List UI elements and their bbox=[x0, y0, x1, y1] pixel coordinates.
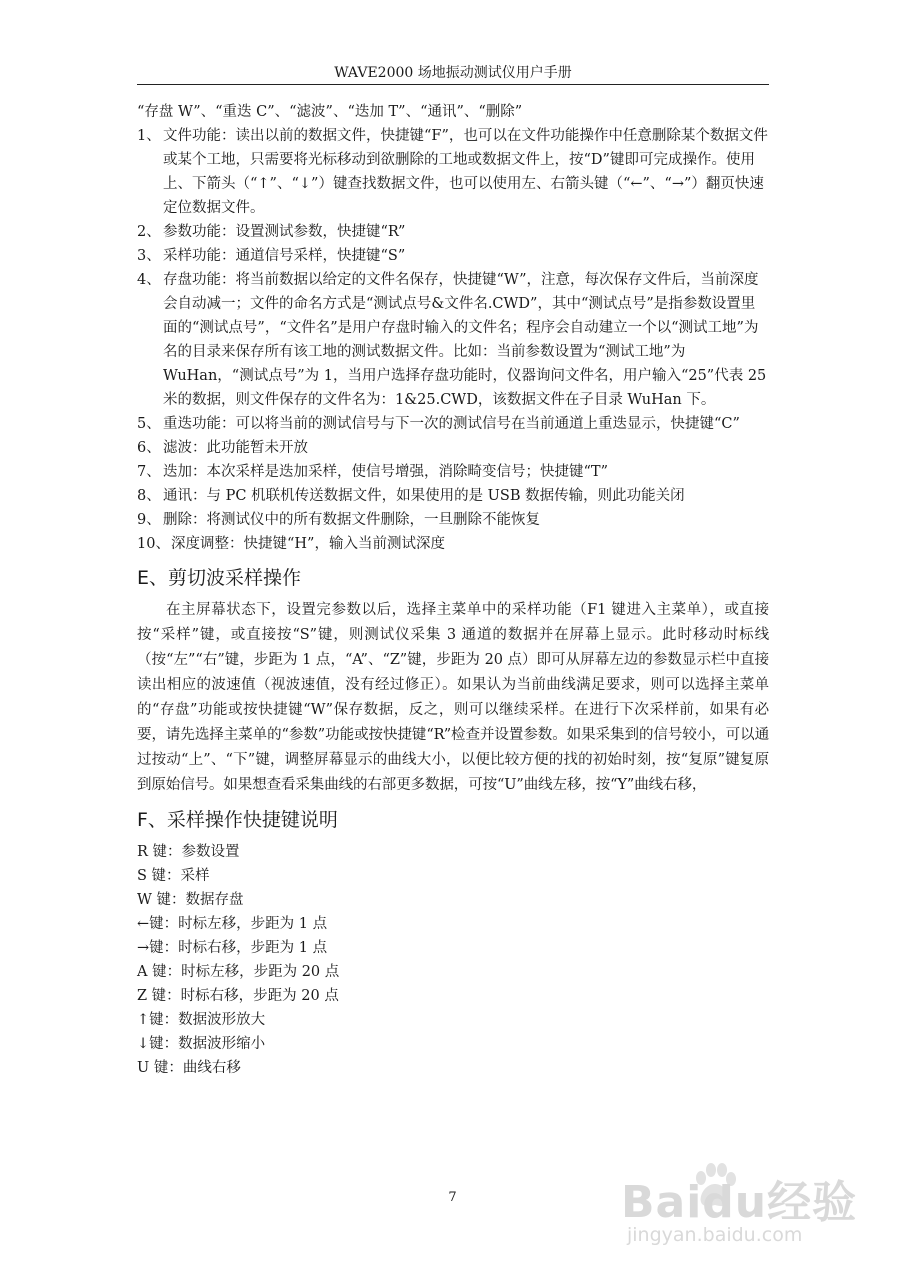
section-f-title: F、采样操作快捷键说明 bbox=[137, 809, 338, 831]
section-e-body: 在主屏幕状态下，设置完参数以后，选择主菜单中的采样功能（F1 键进入主菜单），或直接按“采样”键，或直接按“S”键，则测试仪采集 3 通道的数据并在屏幕上显示。此时移动时标线（按“左”“右”键，步距为 1 点，“A”、“Z”键，步距为 20 点）即可从屏幕左边的参数显示栏中直接读出相应的波速值（视波速值，没有经过修正）。如果认为当前曲线满足要求，则可以选择主菜单的“存盘”功能或按快捷键“W”保存数据，反之，则可以继续采样。在进行下次采样前，如果有必要，请先选择主菜单的“参数”功能或按快捷键“R”检查并设置参数。如果采集到的信号较小，可以通过按动“上”、“下”键，调整屏幕显示的曲线大小，以便比较方便的找的初始时刻，按“复原”键复原到原始信号。如果想查看采集曲线的右部更多数据，可按“U”曲线左移，按“Y”曲线右移， bbox=[137, 602, 769, 793]
shortcut-key-item: U 键：曲线右移 bbox=[137, 1060, 241, 1076]
list-text: 文件功能：读出以前的数据文件，快捷键“F”，也可以在文件功能操作中任意删除某个数据文件或某个工地，只需要将光标移动到欲删除的工地或数据文件上，按“D”键即可完成操作。使用上、下箭头（“↑”、“↓”）键查找数据文件，也可以使用左、右箭头键（“←”、“→”）翻页快速定位数据文件。 bbox=[163, 128, 768, 216]
shortcut-key-item: S 键：采样 bbox=[137, 868, 210, 884]
header-rule bbox=[137, 84, 769, 85]
list-number: 2、 bbox=[137, 224, 161, 240]
shortcut-key-list bbox=[137, 840, 769, 1080]
list-text: 参数功能：设置测试参数，快捷键“R” bbox=[163, 224, 406, 240]
list-number: 10、 bbox=[137, 536, 170, 552]
shortcut-key-item: ↑键：数据波形放大 bbox=[137, 1012, 266, 1028]
watermark-url: jingyan.baidu.com bbox=[627, 1224, 803, 1246]
list-item bbox=[137, 412, 769, 436]
shortcut-key-item: A 键：时标左移，步距为 20 点 bbox=[137, 964, 340, 980]
shortcut-key-item: R 键：参数设置 bbox=[137, 844, 240, 860]
list-number: 4、 bbox=[137, 272, 161, 288]
list-number: 7、 bbox=[137, 464, 161, 480]
list-number: 9、 bbox=[137, 512, 161, 528]
page-content bbox=[137, 100, 769, 1080]
shortcut-key-item: ↓键：数据波形缩小 bbox=[137, 1036, 266, 1052]
shortcut-key-item: →键：时标右移，步距为 1 点 bbox=[137, 940, 328, 956]
function-list bbox=[137, 124, 769, 556]
list-item bbox=[137, 484, 769, 508]
list-text: 重迭功能：可以将当前的测试信号与下一次的测试信号在当前通道上重迭显示，快捷键“C” bbox=[163, 416, 740, 432]
list-item bbox=[137, 220, 769, 244]
list-number: 3、 bbox=[137, 248, 161, 264]
list-text: 通讯：与 PC 机联机传送数据文件，如果使用的是 USB 数据传输，则此功能关闭 bbox=[163, 488, 685, 504]
section-e-title: E、剪切波采样操作 bbox=[137, 567, 302, 589]
list-item bbox=[137, 124, 769, 220]
list-text: 采样功能：通道信号采样，快捷键“S” bbox=[163, 248, 406, 264]
watermark bbox=[621, 1166, 881, 1262]
list-text: 滤波：此功能暂未开放 bbox=[163, 440, 308, 456]
shortcut-key-item: ←键：时标左移，步距为 1 点 bbox=[137, 916, 328, 932]
list-text: 存盘功能：将当前数据以给定的文件名保存，快捷键“W”，注意，每次保存文件后，当前深度会自动减一；文件的命名方式是“测试点号&文件名.CWD”，其中“测试点号”是指参数设置里面的“测试点号”，“文件名”是用户存盘时输入的文件名；程序会自动建立一个以“测试工地”为名的目录来保存所有该工地的测试数据文件。比如：当前参数设置为“测试工地”为 WuHan，“测试点号”为 1，当用户选择存盘功能时，仪器询问文件名，用户输入“25”代表 25 米的数据，则文件保存的文件名为：1&25.CWD，该数据文件在子目录 WuHan 下。 bbox=[163, 272, 767, 408]
intro-line: “存盘 W”、“重迭 C”、“滤波”、“迭加 T”、“通讯”、“删除” bbox=[137, 104, 523, 120]
shortcut-key-item: Z 键：时标右移，步距为 20 点 bbox=[137, 988, 339, 1004]
watermark-brand: Baidu经验 bbox=[621, 1177, 858, 1228]
page-header: WAVE2000 场地振动测试仪用户手册 bbox=[334, 65, 572, 81]
list-text: 迭加：本次采样是迭加采样，使信号增强，消除畸变信号；快捷键“T” bbox=[163, 464, 608, 480]
list-item bbox=[137, 436, 769, 460]
list-number: 6、 bbox=[137, 440, 161, 456]
list-item bbox=[137, 460, 769, 484]
list-number: 5、 bbox=[137, 416, 161, 432]
shortcut-key-item: W 键：数据存盘 bbox=[137, 892, 244, 908]
page-number: 7 bbox=[448, 1190, 457, 1205]
list-item bbox=[137, 244, 769, 268]
list-text: 删除：将测试仪中的所有数据文件删除，一旦删除不能恢复 bbox=[163, 512, 540, 528]
list-number: 1、 bbox=[137, 128, 161, 144]
list-item bbox=[137, 508, 769, 532]
list-item bbox=[137, 532, 769, 556]
list-item bbox=[137, 268, 769, 412]
list-number: 8、 bbox=[137, 488, 161, 504]
list-text: 深度调整：快捷键“H”，输入当前测试深度 bbox=[171, 536, 445, 552]
